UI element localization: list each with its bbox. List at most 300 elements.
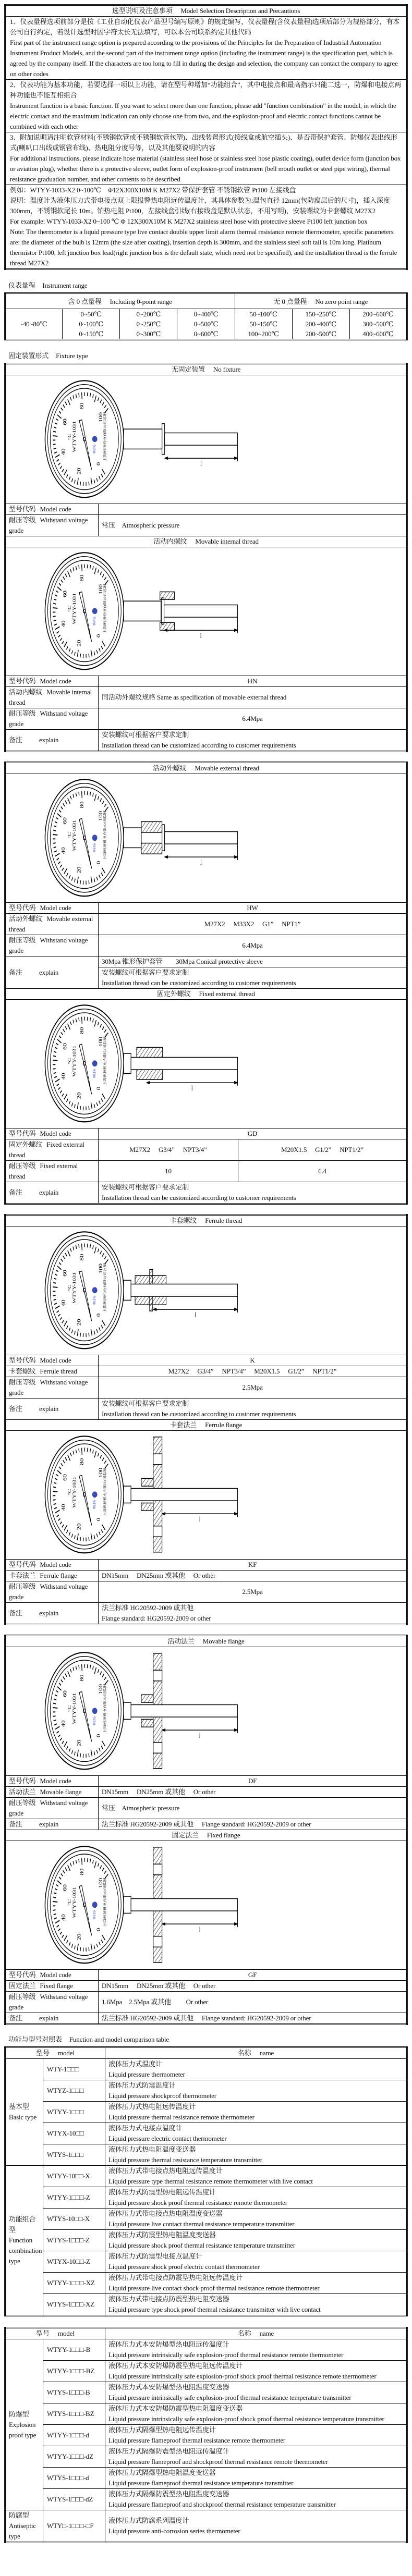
scale-number: 0 <box>96 861 102 865</box>
scale-tick <box>94 1667 96 1674</box>
scale-tick <box>100 1024 102 1027</box>
range-value: 150~250℃ <box>305 310 336 318</box>
model-name <box>105 2251 407 2273</box>
header-cn: 卡套螺纹 <box>169 1217 197 1224</box>
model-name <box>105 2144 407 2166</box>
scale-number: 100 <box>98 811 104 821</box>
label-cn: 型号代码 <box>9 1777 36 1785</box>
spec-label <box>5 1366 99 1377</box>
fixed-thread-body <box>137 1047 163 1058</box>
scale-tick <box>56 591 58 592</box>
model-code: WTYZ-1□□□ <box>43 2080 105 2102</box>
scale-tick <box>66 1940 68 1943</box>
spec-label <box>5 687 99 708</box>
precautions-title <box>5 5 407 17</box>
thermometer-drawing <box>45 553 237 669</box>
scale-tick <box>96 877 98 880</box>
scale-tick <box>98 1022 99 1025</box>
dial-unit: °C <box>67 1284 72 1291</box>
scale-tick <box>87 1244 88 1247</box>
scale-tick <box>73 1667 74 1671</box>
dial-unit: °C <box>67 1705 72 1712</box>
brand-logo-mark <box>92 835 98 841</box>
spec-row <box>5 1560 407 1571</box>
model-header <box>5 2047 105 2059</box>
label-cn: 耐压等级 <box>9 1162 36 1170</box>
model-code: WTYY-1□□□-BZ <box>43 2361 105 2382</box>
scale-tick <box>75 1331 76 1335</box>
scale-tick <box>61 806 63 809</box>
scale-tick <box>57 1881 62 1884</box>
dial-unit: °C <box>67 832 72 839</box>
scale-number: 100 <box>98 1684 104 1695</box>
scale-tick <box>80 1106 81 1110</box>
scale-tick <box>66 1099 68 1102</box>
scale-tick <box>54 1724 57 1725</box>
spec-value: DN15mm DN25mm 或其他 Or other <box>99 1981 407 1992</box>
scale-tick <box>65 1674 67 1677</box>
scale-tick <box>98 397 99 401</box>
scale-tick <box>58 1087 60 1089</box>
scale-tick <box>56 817 58 819</box>
scale-tick <box>60 865 62 867</box>
range-column <box>292 309 349 340</box>
label-cn: 卡套螺纹 <box>9 1367 36 1375</box>
probe <box>131 1057 237 1070</box>
scale-tick <box>64 1525 67 1530</box>
fixture-drawing <box>5 1000 407 1128</box>
name-en: Liquid pressure flameproof and shockproof thermal resistance temperature transmitter <box>108 2500 336 2508</box>
label-en: explain <box>39 1820 59 1828</box>
model-row <box>5 2468 407 2489</box>
scale-tick <box>55 1274 57 1275</box>
label-en: Fixed flange <box>40 1982 73 1990</box>
label-cn: 型号代码 <box>9 1356 36 1364</box>
model-code: WTYS-1□□□ <box>43 2144 105 2166</box>
scale-tick <box>70 1022 71 1025</box>
scale-tick <box>101 1529 103 1532</box>
model-row <box>5 2425 407 2446</box>
scale-tick <box>55 1695 57 1696</box>
scale-tick <box>104 1677 106 1679</box>
scale-tick <box>60 1522 62 1524</box>
scale-number: 0 <box>96 1086 102 1090</box>
label-cn: 备注 <box>9 2014 22 2022</box>
label-en: Withstand voltage grade <box>9 516 88 534</box>
label-cn: 耐压等级 <box>9 1993 36 2001</box>
scale-tick <box>63 1676 65 1679</box>
spec-row <box>5 903 407 914</box>
label-en: Ferrule thread <box>40 1367 77 1375</box>
fixture-table <box>4 762 408 1205</box>
group-label <box>5 2166 43 2316</box>
scale-tick <box>60 638 62 641</box>
scale-tick <box>55 1478 57 1480</box>
fixture-table <box>4 1635 408 2025</box>
scale-tick <box>102 402 104 406</box>
scale-tick <box>57 1266 62 1270</box>
scale-tick <box>55 1047 57 1049</box>
scale-tick <box>77 1102 78 1109</box>
scale-tick <box>59 1683 61 1685</box>
spec-row <box>5 687 407 708</box>
scale-tick <box>99 1532 100 1535</box>
header-cn: 活动内螺纹 <box>153 537 187 545</box>
spec-label <box>5 903 99 914</box>
scale-tick <box>61 1873 63 1876</box>
scale-tick <box>102 801 104 804</box>
fixture-drawing <box>5 1226 407 1355</box>
brand-logo-mark <box>92 1060 98 1066</box>
fixture-drawing <box>5 1841 407 1970</box>
model-code: WTYY-1□□□ <box>43 2102 105 2123</box>
model-code: WTYX-10□□-Z <box>43 2251 105 2273</box>
spec-row <box>5 676 407 687</box>
dial-outer-ring <box>45 779 124 896</box>
scale-tick <box>68 798 70 804</box>
scale-tick <box>68 1455 70 1461</box>
scale-tick <box>66 1746 68 1749</box>
spec-row <box>5 1603 407 1625</box>
label-en: Function and model comparison table <box>69 2035 169 2043</box>
spec-label <box>5 914 99 935</box>
scale-tick <box>70 1248 71 1252</box>
scale-tick <box>64 470 67 475</box>
model-name <box>105 2294 407 2316</box>
brand-logo: 帆扬 <box>92 843 96 853</box>
range-value: 50~100℃ <box>249 310 277 318</box>
scale-tick <box>53 1487 56 1488</box>
scale-tick <box>54 448 56 449</box>
gauge-diagram <box>6 774 406 902</box>
header-en: Fixed external thread <box>199 990 255 998</box>
scale-tick <box>73 395 74 399</box>
fixture-section-header <box>5 1636 407 1647</box>
model-row <box>5 2080 407 2102</box>
stem <box>124 1280 131 1300</box>
scale-number: 0 <box>96 462 102 466</box>
label-en: Model code <box>40 677 71 685</box>
scale-tick <box>102 1094 105 1099</box>
precaution-line: 2、仪表功能为基本功能，若要选择一项以上功能，请在型号种增加“功能组合”，其中电接点和最高指示只能二选一，防爆和电接点两种功能也不能互相组合 <box>10 81 402 99</box>
scale-tick <box>102 1458 104 1461</box>
needle <box>79 1271 92 1321</box>
scale-tick <box>87 392 88 396</box>
brand-logo-mark <box>92 608 98 614</box>
name-en: Liquid pressure live contact thermal resistance temperature transmitter <box>108 2220 295 2228</box>
scale-tick <box>63 1460 65 1463</box>
scale-number: 0 <box>96 1517 102 1522</box>
scale-tick <box>59 1036 61 1038</box>
scale-number: 100 <box>98 1037 104 1047</box>
name-en: Liquid pressure thermometer <box>108 2070 185 2078</box>
scale-tick <box>54 1076 57 1077</box>
scale-tick <box>61 1679 63 1682</box>
model-name <box>105 2080 407 2102</box>
scale-tick <box>99 1328 100 1331</box>
spec-label <box>5 1970 99 1981</box>
scale-tick <box>53 1056 56 1057</box>
spec-label <box>5 1581 99 1603</box>
scale-tick <box>91 1102 92 1109</box>
dial-model: WTYY-1031 <box>72 1693 77 1724</box>
scale-number: 40 <box>61 1914 66 1921</box>
scale-tick <box>61 580 63 582</box>
fixture-section-header <box>5 1420 407 1431</box>
scale-number: 60 <box>63 1043 68 1050</box>
spec-label <box>5 504 99 515</box>
scale-tick <box>60 466 62 469</box>
scale-tick <box>55 1726 59 1729</box>
name-en: Liquid pressure flameproof thermal resistance remote thermometer <box>108 2436 286 2444</box>
explain-line: 法兰标准 HG20592-2009 或其他 <box>102 1604 193 1612</box>
dial-inner-ring <box>47 1440 121 1549</box>
scale-number: 100 <box>98 1264 104 1274</box>
scale-tick <box>57 1731 59 1733</box>
scale-tick <box>91 1944 92 1951</box>
scale-tick <box>69 1748 70 1751</box>
spec-row <box>5 1399 407 1420</box>
scale-tick <box>54 624 57 625</box>
scale-tick <box>65 1026 67 1029</box>
brand-logo-mark <box>92 1708 98 1714</box>
model-row <box>5 2144 407 2166</box>
explain-line: 法兰标准 HG20592-2009 或其他 Flange standard: HG20592-2009 or other <box>102 1820 311 1828</box>
thermometer-drawing <box>45 1436 237 1553</box>
spec-value: HN <box>99 676 407 687</box>
bolt-hole <box>153 1670 162 1681</box>
group-en: Antiseptic type <box>9 2522 36 2540</box>
dial-outer-ring <box>45 1005 124 1122</box>
label-en: Model code <box>40 904 71 912</box>
label-en: Ferrule flange <box>40 1572 77 1579</box>
scale-tick <box>80 482 81 485</box>
dial-model: WTYY-1031 <box>72 1272 77 1304</box>
spec-row <box>5 1787 407 1798</box>
scale-tick <box>100 1672 102 1675</box>
model-name <box>105 2166 407 2187</box>
range-value: 0~100℃ <box>79 320 104 328</box>
label-cn: 耐压等级 <box>9 709 36 717</box>
spec-label <box>5 676 99 687</box>
scale-tick <box>54 1303 57 1304</box>
label-en: Fixture type <box>56 352 88 360</box>
model-code: WTYS-1□□□-Z <box>43 2230 105 2251</box>
spec-row <box>5 1581 407 1603</box>
scale-number: 60 <box>63 1690 68 1698</box>
scale-tick <box>57 1310 59 1312</box>
scale-tick <box>54 1918 57 1919</box>
title-cn: 选型说明及注意事项 <box>112 7 173 15</box>
scale-tick <box>60 1317 62 1320</box>
label-cn: 耐压等级 <box>9 1378 36 1386</box>
scale-tick <box>101 646 103 649</box>
collar <box>162 598 164 624</box>
scale-tick <box>61 1032 63 1035</box>
scale-tick <box>62 1525 64 1527</box>
spec-value: 同活动外螺纹规格 Same as specification of movable external thread <box>99 687 407 708</box>
scale-tick <box>68 1250 70 1256</box>
scale-tick <box>53 1703 56 1704</box>
name-en: Liquid pressure live contact shock proof thermal resistance remote thermometer <box>108 2284 320 2292</box>
comparison-table <box>4 2046 408 2316</box>
spec-value <box>99 2013 407 2025</box>
model-name <box>105 2489 407 2510</box>
spec-label <box>5 1182 99 1204</box>
spec-value: 6.4Mpa <box>99 935 407 956</box>
scale-number: 80 <box>80 1868 85 1875</box>
scale-tick <box>71 1944 72 1948</box>
scale-number: 40 <box>61 1720 66 1727</box>
name-cn: 液体压力式本安防爆型热电阻远传温度计 <box>108 2340 229 2348</box>
scale-tick <box>101 873 103 876</box>
scale-tick <box>68 1671 70 1677</box>
scale-tick <box>54 1720 56 1721</box>
scale-tick <box>71 651 72 654</box>
scale-tick <box>90 1017 91 1021</box>
range-value: 300~500℃ <box>362 320 394 328</box>
scale-tick <box>102 574 104 578</box>
external-thread-nut <box>141 821 162 832</box>
dial-maker: 上海帆扬机电有限公司监制 <box>103 1467 107 1517</box>
model-code: WTYY-10□□-X <box>43 2166 105 2187</box>
scale-tick <box>65 1457 67 1461</box>
scale-tick <box>70 1453 71 1456</box>
group-en: Basic type <box>9 2113 37 2121</box>
needle <box>79 1044 92 1094</box>
spec-label <box>5 1377 99 1399</box>
scale-tick <box>94 568 96 574</box>
fixture-drawing <box>5 1431 407 1560</box>
scale-number: 0 <box>96 1313 102 1317</box>
fixture-section-header <box>5 1830 407 1841</box>
range-value: 0~50℃ <box>80 310 102 318</box>
bolt-hole <box>153 1864 162 1875</box>
label-cn: 备注 <box>9 1188 22 1196</box>
name-cn: 液体压力式隔爆防震型热电阻远传温度计 <box>108 2447 229 2455</box>
bolt-hole <box>153 1526 162 1537</box>
label-cn: 型号代码 <box>9 1561 36 1568</box>
scale-tick <box>102 1027 104 1030</box>
dial-inner-ring <box>47 1657 121 1765</box>
spec-value: 2.5Mpa <box>99 1377 407 1399</box>
model-code: WTYS-1□□□-BZ <box>43 2403 105 2425</box>
scale-tick <box>104 577 106 580</box>
scale-tick <box>57 459 59 461</box>
scale-tick <box>73 794 74 798</box>
scale-tick <box>68 571 70 577</box>
model-name <box>105 2339 407 2361</box>
header-en: Movable external thread <box>195 764 259 772</box>
scale-tick <box>104 1029 106 1032</box>
label-cn: 备注 <box>9 1820 22 1828</box>
scale-tick <box>63 1870 65 1873</box>
spec-label <box>5 1798 99 1819</box>
name-en: Liquid pressure flameproof and shockproof thermal resistance remote thermometer <box>108 2458 328 2465</box>
scale-tick <box>75 652 76 656</box>
ferrule-nut <box>141 1478 153 1486</box>
spec-value <box>99 967 407 989</box>
scale-tick <box>54 847 56 848</box>
scale-tick <box>101 1940 103 1943</box>
range-column <box>177 309 235 340</box>
gauge-diagram <box>6 547 406 676</box>
range-value: 0~500℃ <box>193 320 219 328</box>
scale-tick <box>98 1248 99 1252</box>
scale-tick <box>57 1470 62 1474</box>
scale-tick <box>64 1321 67 1326</box>
spec-row <box>5 1776 407 1787</box>
scale-tick <box>53 1060 57 1061</box>
label-cn: 耐压等级 <box>9 936 36 944</box>
probe <box>164 605 238 617</box>
brand-logo-mark <box>92 1491 98 1498</box>
label-en: explain <box>39 1188 59 1196</box>
scale-number: 60 <box>63 419 68 426</box>
spec-label <box>5 1819 99 1830</box>
scale-tick <box>71 1534 72 1538</box>
scale-tick <box>96 1329 98 1333</box>
scale-tick <box>59 1877 61 1879</box>
name-en: Liquid pressure shock proof thermal resistance remote thermometer <box>108 2199 287 2206</box>
probe <box>131 1704 237 1717</box>
scale-tick <box>63 1029 65 1032</box>
scale-tick <box>65 402 67 405</box>
fixture-table <box>4 1214 408 1625</box>
spec-label <box>5 1776 99 1787</box>
scale-tick <box>54 1507 57 1508</box>
scale-tick <box>94 1451 96 1457</box>
scale-tick <box>100 572 102 575</box>
scale-tick <box>104 1256 106 1259</box>
bolt-hole <box>153 1454 162 1465</box>
range-value: 0~250℃ <box>136 320 161 328</box>
scale-tick <box>54 1504 56 1505</box>
arrow-left <box>153 1308 156 1310</box>
brand-logo: 帆扬 <box>92 1500 96 1510</box>
scale-tick <box>104 405 106 408</box>
fixture-section-header <box>5 1215 407 1226</box>
spec-row <box>5 515 407 536</box>
stem <box>124 1053 131 1073</box>
header-en: name <box>259 2049 274 2057</box>
model-name <box>105 2361 407 2382</box>
dial-unit: °C <box>67 1058 72 1064</box>
range-value: 50~150℃ <box>249 320 277 328</box>
explain-line: 安装螺纹可根据客户要求定制 <box>102 1400 189 1407</box>
comparison-label <box>8 2034 408 2045</box>
dial-inner-ring <box>47 783 121 892</box>
header-en: Including 0-point range <box>110 297 172 305</box>
dial-maker: 上海帆扬机电有限公司监制 <box>103 1684 107 1734</box>
scale-tick <box>87 1017 88 1021</box>
dial-outer-ring <box>45 553 124 669</box>
spec-label <box>5 515 99 536</box>
range-value: 0~200℃ <box>136 310 161 318</box>
scale-tick <box>100 400 102 403</box>
scale-tick <box>104 1871 106 1873</box>
scale-tick <box>91 877 92 884</box>
scale-tick <box>56 1043 58 1045</box>
model-name <box>105 2446 407 2468</box>
spec-label <box>5 708 99 730</box>
header-en: Ferrule flange <box>205 1421 243 1429</box>
scale-tick <box>53 830 56 831</box>
fixture-type-label <box>8 351 408 361</box>
spec-label <box>5 1139 99 1161</box>
needle <box>79 1885 92 1935</box>
scale-tick <box>54 851 57 852</box>
